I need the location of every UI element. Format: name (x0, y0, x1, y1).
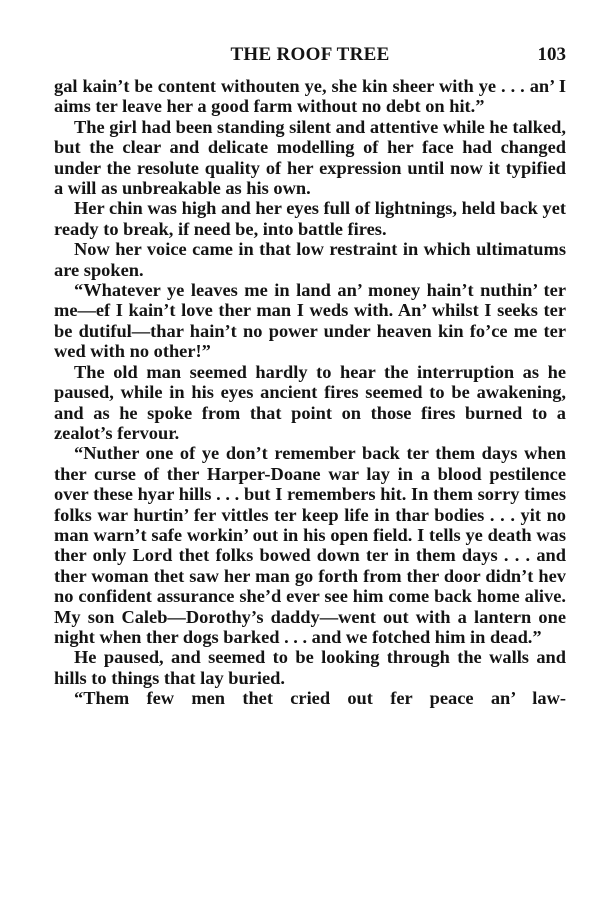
paragraph-1: gal kain’t be content withouten ye, she kin sheer with ye . . . an’ I aims ter leave her a good farm without no debt on hit.” (54, 76, 566, 117)
paragraph-9: “Them few men thet cried out fer peace an’ law- (74, 688, 566, 709)
running-head (54, 44, 566, 70)
paragraph-6: The old man seemed hardly to hear the interruption as he paused, while in his eyes ancient fires seemed to be awakening, and as he spoke from that point on those fires burned to a zealot’s fervour. (54, 361, 566, 443)
book-page (54, 44, 566, 709)
page-number: 103 (537, 44, 566, 65)
paragraph-5: “Whatever ye leaves me in land an’ money hain’t nuthin’ ter me—ef I kain’t love ther man I weds with. An’ whilst I seeks ter be dutiful—thar hain’t no power under heaven kin fo’ce me ter wed with no other!” (54, 280, 566, 362)
paragraph-2: The girl had been standing silent and attentive while he talked, but the clear and delicate modelling of her face had changed under the resolute quality of her expression until now it typified a will as unbreakable as his own. (54, 116, 567, 199)
paragraph-3: Her chin was high and her eyes full of lightnings, held back yet ready to break, if need be, into battle fires. (54, 198, 566, 239)
running-title: THE ROOF TREE (230, 44, 390, 65)
paragraph-8: He paused, and seemed to be looking through the walls and hills to things that lay buried. (54, 647, 566, 688)
paragraph-7: “Nuther one of ye don’t remember back ter them days when ther curse of ther Harper-Doane war lay in a blood pestilence over these hyar hills . . . but I remembers hit. In them sorry times folks war hurtin’ fer vittles ter keep life in thar bodies . . . yit no man warn’t safe workin’ out in his open field. I tells ye death was ther only Lord thet folks bowed down ter in them days . . . and ther woman thet saw her man go forth from ther door didn’t hev no confident assurance she’d ever see him come back home alive. My son Caleb—Dorothy’s daddy—went out with a lantern one night when ther dogs barked . . . and we fotched him in dead.” (54, 443, 566, 647)
paragraph-4: Now her voice came in that low restraint in which ultimatums are spoken. (54, 239, 566, 280)
body-text (54, 76, 566, 709)
